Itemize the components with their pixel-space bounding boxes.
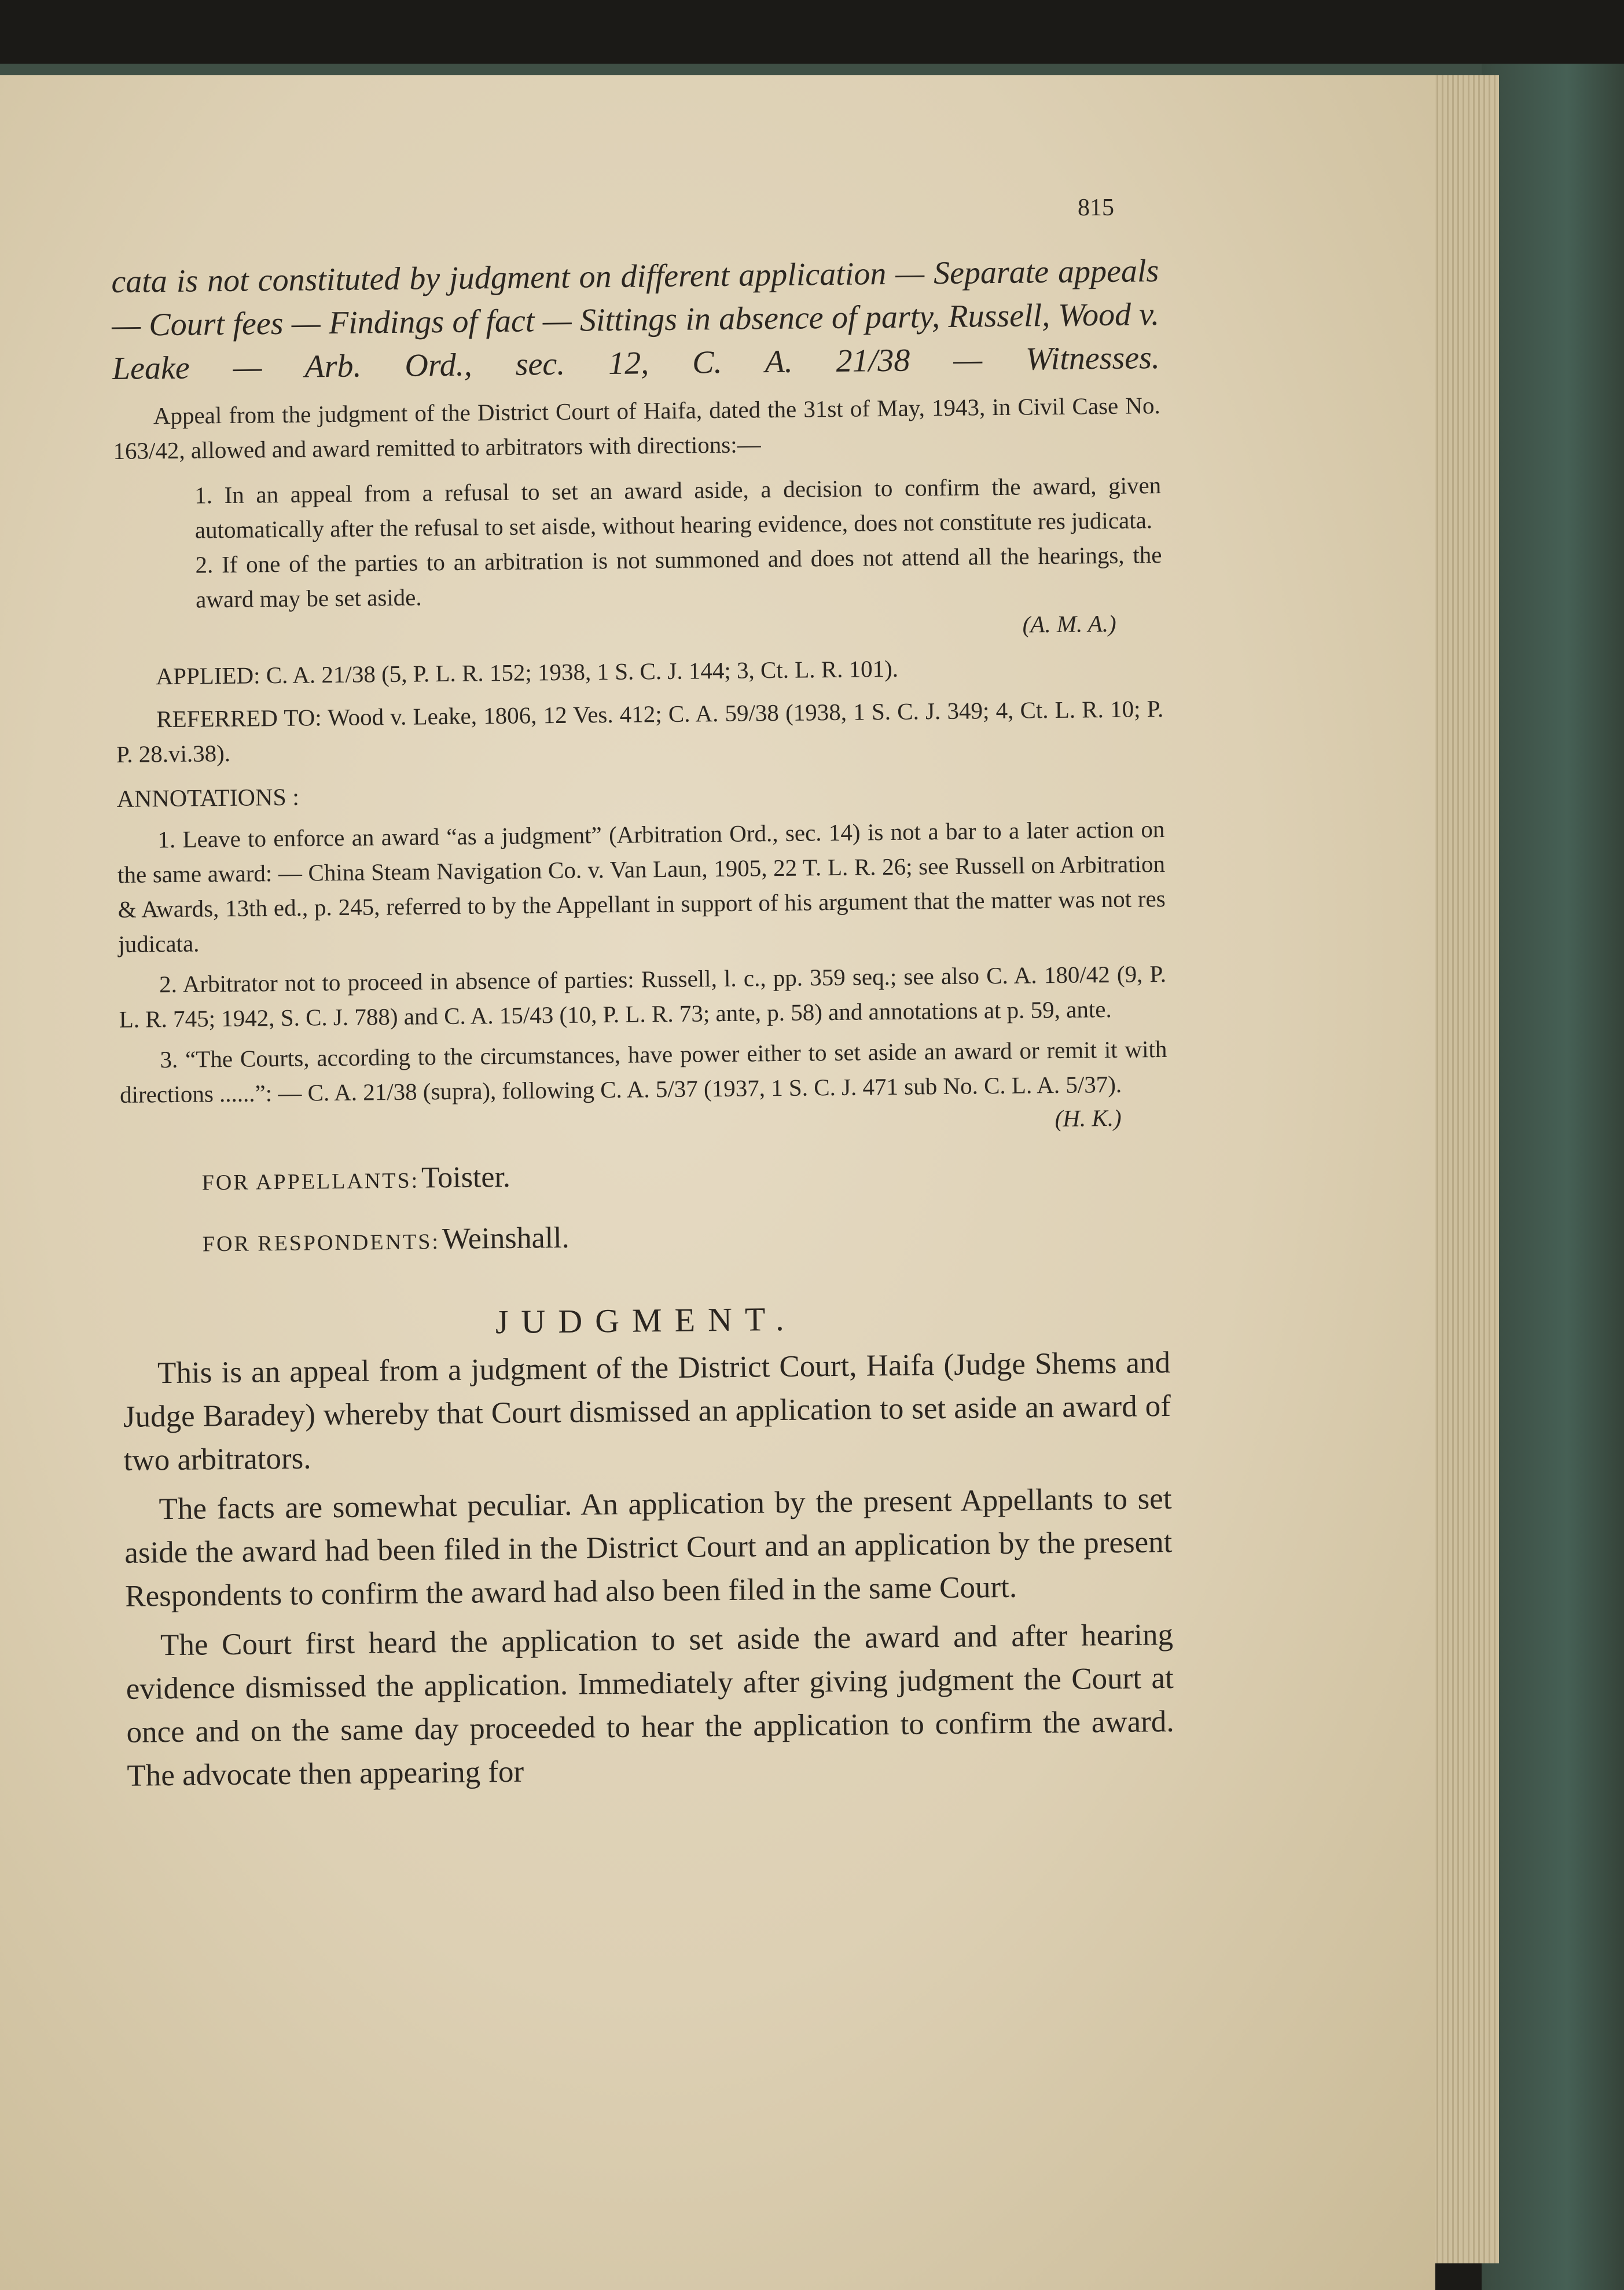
respondents-label: FOR RESPONDENTS: bbox=[202, 1230, 440, 1257]
annotation-item: 2. Arbitrator not to proceed in absence of parties: Russell, l. c., pp. 359 seq.; see also C. A. 180/42 (9, P. L. R. 745; 1942, S. C. J. 788) and C. A. 15/43 (10, P. L. R. 73; ante, p. 58) and annotations at p. 59, ante. bbox=[119, 960, 1167, 1033]
book-page bbox=[0, 75, 1435, 2290]
annotation-item: 1. Leave to enforce an award “as a judgment” (Arbitration Ord., sec. 14) is not a bar to a later action on the same award: — China Steam Navigation Co. v. Van Laun, 1905, 22 T. L. R. 26; see Russell on Arbitration & Awards, 13th ed., p. 245, referred to by the Appellant in support of his argument that the matter was not res judicata. bbox=[117, 815, 1166, 957]
page-content bbox=[111, 249, 1175, 1798]
counsel-appellants bbox=[201, 1148, 1169, 1209]
referred-to-citation: REFERRED TO: Wood v. Leake, 1806, 12 Ves. 412; C. A. 59/38 (1938, 1 S. C. J. 349; 4, Ct. L. R. 10; P. P. 28.vi.38). bbox=[116, 695, 1164, 768]
annotations-heading: ANNOTATIONS : bbox=[116, 784, 300, 813]
appellants-name: Toister. bbox=[421, 1160, 511, 1195]
annotations-signature: (H. K.) bbox=[1055, 1104, 1122, 1132]
appellants-label: FOR APPELLANTS: bbox=[201, 1168, 420, 1195]
counsel-respondents bbox=[202, 1210, 1169, 1271]
book-cover-spine bbox=[1482, 64, 1624, 2290]
counsel-block bbox=[201, 1148, 1169, 1271]
judgment-heading: JUDGMENT. bbox=[495, 1300, 797, 1341]
respondents-name: Weinshall. bbox=[442, 1221, 569, 1256]
headnote: cata is not constituted by judgment on different application — Separate appeals — Court fees — Findings of fact — Sittings in absence of party, Russell, Wood v. Leake — Arb. Ord., sec. 12, C. A. 21/38 — Witnesses. bbox=[111, 253, 1160, 387]
judgment-paragraph: The facts are somewhat peculiar. An application by the present Appellants to set aside the award had been filed in the District Court and an application by the present Respondents to confirm the award had also been filed in the same Court. bbox=[124, 1481, 1173, 1613]
holdings-list bbox=[113, 468, 1162, 618]
holding-item: 1. In an appeal from a refusal to set an award aside, a decision to confirm the award, given automatically after the refusal to set aisde, without hearing evidence, does not constitute res judicata. bbox=[194, 472, 1162, 544]
page-number: 815 bbox=[1078, 194, 1114, 221]
judgment-paragraph: This is an appeal from a judgment of the District Court, Haifa (Judge Shems and Judge Baradey) whereby that Court dismissed an application to set aside an award of two arbitrators. bbox=[123, 1345, 1171, 1477]
holdings-signature: (A. M. A.) bbox=[1022, 610, 1116, 638]
holding-item: 2. If one of the parties to an arbitration is not summoned and does not attend all the hearings, the award may be set aside. bbox=[195, 541, 1162, 613]
applied-citation: APPLIED: C. A. 21/38 (5, P. L. R. 152; 1938, 1 S. C. J. 144; 3, Ct. L. R. 101). bbox=[156, 655, 899, 690]
annotation-item: 3. “The Courts, according to the circumstances, have power either to set aside an award or remit it with directions ......”: — C. A. 21/38 (supra), following C. A. 5/37 (1937, 1 S. C. J. 471 sub No. C. L. A. 5/37). bbox=[119, 1035, 1167, 1108]
judgment-paragraph: The Court first heard the application to set aside the award and after hearing evidence dismissed the application. Immediately after giving judgment the Court at once and on the same day proceeded to hear the application to confirm the award. The advocate then appearing for bbox=[126, 1617, 1174, 1793]
intro-paragraph: Appeal from the judgment of the District Court of Haifa, dated the 31st of May, 1943, in Civil Case No. 163/42, allowed and award remitted to arbitrators with directions:— bbox=[113, 392, 1160, 464]
